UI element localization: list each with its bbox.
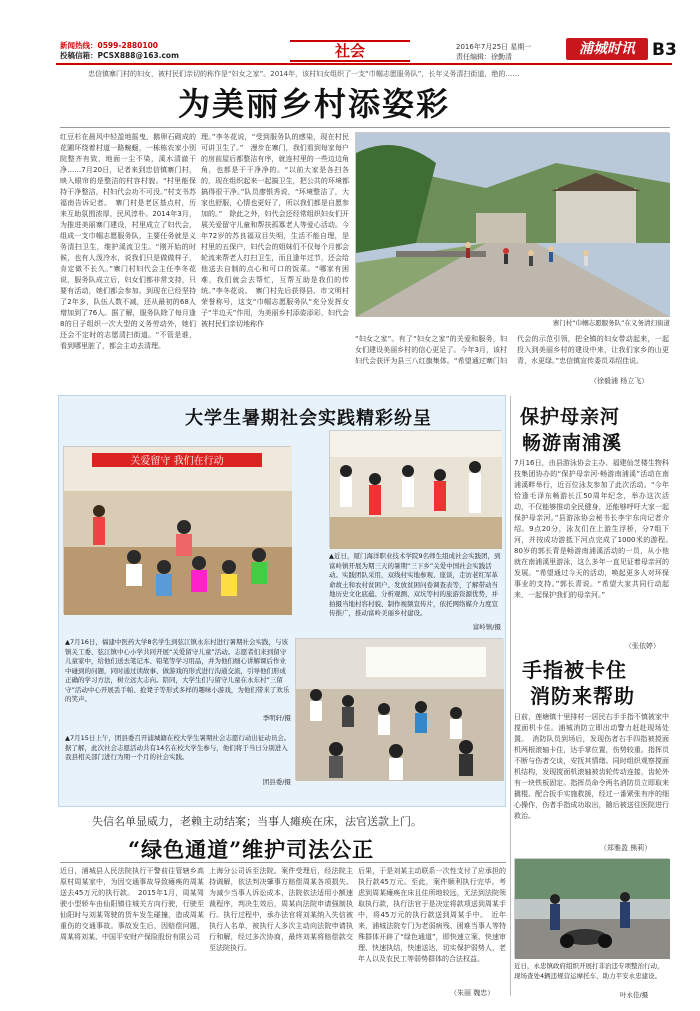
children-photo bbox=[63, 446, 291, 614]
police-photo-caption: 近日，永忠镇政府组织开展打非治违专项整治行动，现场查处4辆违规营运摩托车，助力平安永忠建设。 bbox=[514, 962, 664, 980]
article4-title-line2: 消防来帮助 bbox=[530, 684, 635, 708]
village-photo-caption: 寨门村“巾帼志愿服务队”在义务清扫街道 bbox=[552, 319, 670, 327]
column-divider bbox=[510, 396, 511, 996]
police-photo bbox=[514, 858, 669, 958]
caption-xiamen: ▲近日，厦门海洋职业技术学院9名师生组成社会实践团，到富岭镇开展为期三天的暑期“三下乡”关爱中国社会实践活动。实践团队采用，双线村实地参观、座谈，走访老红军革命故土和农村贫困户、发放贫困问卷调查表等，了解带动当地历史文化底蕴、分析观测、双坑等村的旅游资源优势，并拍摄当地村容村貌、制作视频宣传片，依托网络媒介力度宣传推广，推动富岭美丽乡村建设。 bbox=[329, 552, 501, 617]
article5-col1: 近日，浦城县人民法院执行干警前往管辖乡高原村周某家中，为因交通事故导致瘫痪的周某送去45万元的执行款。 2015年1月，周某驾驶小型轿车由仙阳镇往城关方向行驶，行驶至仙阳时与刘某驾驶的货车发生碰撞，造成周某重伤的交通事故。事故发生后，因赔偿问题，周某将刘某、中国平安财产保险股份有限公司 bbox=[60, 867, 204, 941]
article5-col3: 后果，于是刘某主动联系一次性支付了应承担的执行款45万元。至此，案件顺利执行完毕。考虑到周某瘫痪在床且住所地较远，无法到法院领取执行款，执行法官于是决定将款项送到周某手中，将45万元的执行款送到周某手中。 近年来，浦城法院专门为老弱病残、困难当事人等特殊群体开辟了“绿色通道”，即快速立案、快速审理、快速执结，快速送达，切实保护弱势人，老年人以及农民工等弱势群体的合法权益。 bbox=[358, 867, 506, 963]
children-activity-image bbox=[64, 447, 292, 615]
article1-col1: 红豆杉在晨风中轻盈地摇曳，鹅卵石砌成的花圃环绕着村道一路蜿蜒，一栋栋农家小别院整齐有致，地面一尘不染，溪水清澈干净……7月20日，记者来到忠信镇寨门村，映入眼帘的是整洁的村容村貌。“村里能保持干净整洁，村妇代会功不可没。”村支书苏福南告诉记者。 寨门村是老区基点村，历来互助氛围浓厚，民风淳朴。2014年3月，为推进美丽寨门建设，村里成立了妇代会，组成一支巾帼志愿服务队，主要任务就是义务清扫卫生，维护溪流卫生。“刚开始的时候，也有人泼冷水，说我们只是做做样子，肯定做不长久。”寨门村妇代会主任李冬花说，服务队成立后，妇女们都非常支持，只要有活动，她们都会参加。到现在已经坚持了2年多，队伍人数不减，还从最初的68人增加到了76人。据了解，服务队除了每月逢8的日子组织一次大型的义务劳动外，她们还会不定时的志愿清扫街道。“不管是谁，看到哪里脏了，都会主动去清理。 bbox=[60, 133, 196, 350]
mobilization-meeting-image bbox=[296, 639, 504, 781]
article5-title: “绿色通道”维护司法公正 bbox=[128, 837, 375, 862]
header-rule bbox=[56, 63, 672, 65]
article1-col2: 理。”李冬花说，“受到服务队的感染，现在村民可讲卫生了。” 漫步在寨门，我们看到每家每户的房前屋后都整洁有序，就连村里的一些边边角角，也都是干干净净的。“以前大家是各扫各的，现在组织起来一起搞卫生，把公共的环境都搞得很干净。”队员廖银秀说，“环境整洁了，大家也舒服，心情也更好了，所以我们都是自愿参加的。” 除此之外，妇代会还经常组织妇女们开展关爱留守儿童和帮扶孤寡老人等爱心活动。今年72岁的苏良福双目失明，生活不能自理，是村里的五保户，妇代会的姐妹们不仅每个月都会轮流来帮老人打扫卫生，而且逢年过节，还会给他送去自制的点心和可口的饭菜。“哪家有困难，我们就会去帮忙，互帮互助是我们的传统。”李冬花说。 寨门村先后获得县、市文明村荣誉称号，这支“巾帼志愿服务队”充分发挥女子“半边天”作用，为美丽乡村添姿添彩，妇代会被村民们亲切地称作 bbox=[201, 133, 349, 328]
police-photo-credit: 叶永佳/摄 bbox=[620, 991, 649, 999]
article4-body: 日前，莲塘镇十里排村一居民右手手指不慎被家中搅面机卡住。浦城消防立即出动警力赶赴现场处置。 消防队员到场后，发现伤者右手四指被搅面机两根滚轴卡住，达手掌位置，伤势较重。指挥员不断与伤者交谈，安抚其情绪。同时组织观察搅面机结构，发现搅面机滚轴被齿轮传动连接，齿轮外有一块铁板固定。指挥员命令两名消防员立即取来撬棍、配合扳手实施救援，经过一番紧张有序的细心操作，伤者手指成功取出，随后被送往医院进行救治。 bbox=[514, 713, 669, 820]
student-practice-box bbox=[58, 395, 506, 807]
article3-body: 7月16日，由县游泳协会主办、福建仙芝楼生物科技集团协办的“保护母亲河·畅游南浦溪”活动在南浦溪畔举行，近百位泳友参加了此次活动。“今年恰逢毛泽东畅游长江50周年纪念，举办这次活动，不仅能够推动全民健身，还能够呼吁大家一起保护母亲河。”县游泳协会秘书长李宇东向记者介绍。9点20分，泳友们在上游生浮桥，分7组下河，并按成功游抵下河点完成了1000米的游程。 80岁的郭长青是畅游南浦溪活动的一员，从小他就在南浦溪里游泳，这么多年一直见证着母亲河的发展。“希望通过今天的活动，唤起更多人对环保事业的支持。”郭长青说。“希望大家共同行动起来，一起保护我们的母亲河。” bbox=[514, 459, 676, 599]
article5-author: （朱丽 魏忠） bbox=[450, 989, 495, 997]
credit-tcm: 季明轩/摄 bbox=[262, 714, 291, 722]
article1-author: （徐毅浦 杨立飞） bbox=[590, 377, 649, 385]
page-number: B3 bbox=[652, 40, 677, 60]
article4-author: （郑雅盈 熊莉） bbox=[600, 844, 652, 852]
section-tab bbox=[290, 40, 410, 62]
article2-title: 大学生暑期社会实践精彩纷呈 bbox=[185, 408, 432, 429]
credit-mobilization: 团县委/摄 bbox=[262, 778, 291, 786]
title-rule bbox=[60, 127, 670, 128]
article3-author: （张依婷） bbox=[625, 642, 660, 650]
article3-title-line2: 畅游南浦溪 bbox=[522, 432, 623, 454]
editor-credit: 责任编辑：徐勤清 bbox=[456, 53, 512, 61]
banner-text: 关爱留守 我们在行动 bbox=[130, 456, 224, 467]
article1-col3: “妇女之家”。有了“妇女之家”的关爱和服务，妇女们建设美丽乡村的信心更足了。今年3月，该村妇代会获评为县三八红旗集体。“希望通过寨门妇代会的示范引领，把全镇的妇女带动起来，一起投入到美丽乡村的建设中来，让我们家乡的山更青，水更绿。”忠信镇宣传委员邓绍佳说。 bbox=[355, 335, 669, 365]
section-title: 社会 bbox=[334, 42, 365, 60]
article3-title-line1: 保护母亲河 bbox=[520, 406, 621, 428]
article5-col2: 上海分公司诉至法院。案件受理后，经法院主持调解，依法判决肇事方赔偿周某各项损失。为减少当事人诉讼成本，法院依法适用小额速裁程序，判决生效后，周某向法院申请强制执行。执行过程中，承办法官将刘某纳入失信被执行人名单，被执行人多次主动向法院申请执行和解，经过多次协商，最终刘某将赔偿款交至法院执行。 bbox=[209, 867, 353, 952]
village-street-image bbox=[356, 133, 670, 317]
issue-date: 2016年7月25日 星期一 bbox=[456, 43, 532, 51]
village-photo bbox=[355, 132, 669, 316]
article5-subtitle: 失信名单显威力，老赖主动结案；当事人瘫痪在床，法官送款上门。 bbox=[92, 815, 422, 828]
xiamen-team-image bbox=[330, 431, 502, 549]
masthead bbox=[0, 0, 700, 64]
police-check-image bbox=[515, 859, 670, 959]
article1-title: 为美丽乡村添姿彩 bbox=[178, 85, 451, 123]
caption-tcm: ▲7月16日，福建中医药大学8名学生到弦江镇永东村进行暑期社会实践，与该镇关工委、弦江镇中心小学共同开展“关爱留守儿童”活动。志愿者们来到留守儿童家中，给他们送去笔记本、铅笔等学习用品，并为他们细心讲解课后作业中碰到的问题，同时通过读故事、做游戏的形式进行沟通交流，引导他们形成正确的学习方法，树立远大志向。陪同，大学生们与留守儿童在永东村“三留守”活动中心开展丢手帕、抢凳子等形式多样的趣味小游戏，为他们带来了欢乐的笑声。 bbox=[65, 638, 290, 703]
email-label: 投稿信箱：PCSX888@163.com bbox=[60, 51, 179, 60]
credit-xiamen: 富岭镇/摄 bbox=[472, 623, 501, 631]
paper-logo bbox=[566, 38, 648, 60]
article5-rule bbox=[60, 862, 506, 863]
hotline-label: 新闻热线：0599-2880100 bbox=[60, 41, 159, 50]
caption-mobilization: ▲7月15日上午，团县委召开浦城籍在校大学生暑期社会志愿行动出征动员会。据了解，此次社会志愿活动共有14名在校大学生参与，他们将于当日分别进入我县相关部门进行为期一个月的社会实践。 bbox=[65, 734, 291, 761]
article4-title-line1: 手指被卡住 bbox=[522, 658, 627, 682]
xiamen-photo bbox=[329, 430, 501, 548]
paper-name: 浦城时讯 bbox=[579, 41, 635, 57]
article1-lead: 忠信镇寨门村的妇女，被村民们亲切的称作是“妇女之家”。2014年，该村妇女组织了一支“巾帼志愿服务队”，长年义务清扫街道，绝的…… bbox=[88, 70, 520, 78]
mobilization-photo bbox=[295, 638, 503, 780]
